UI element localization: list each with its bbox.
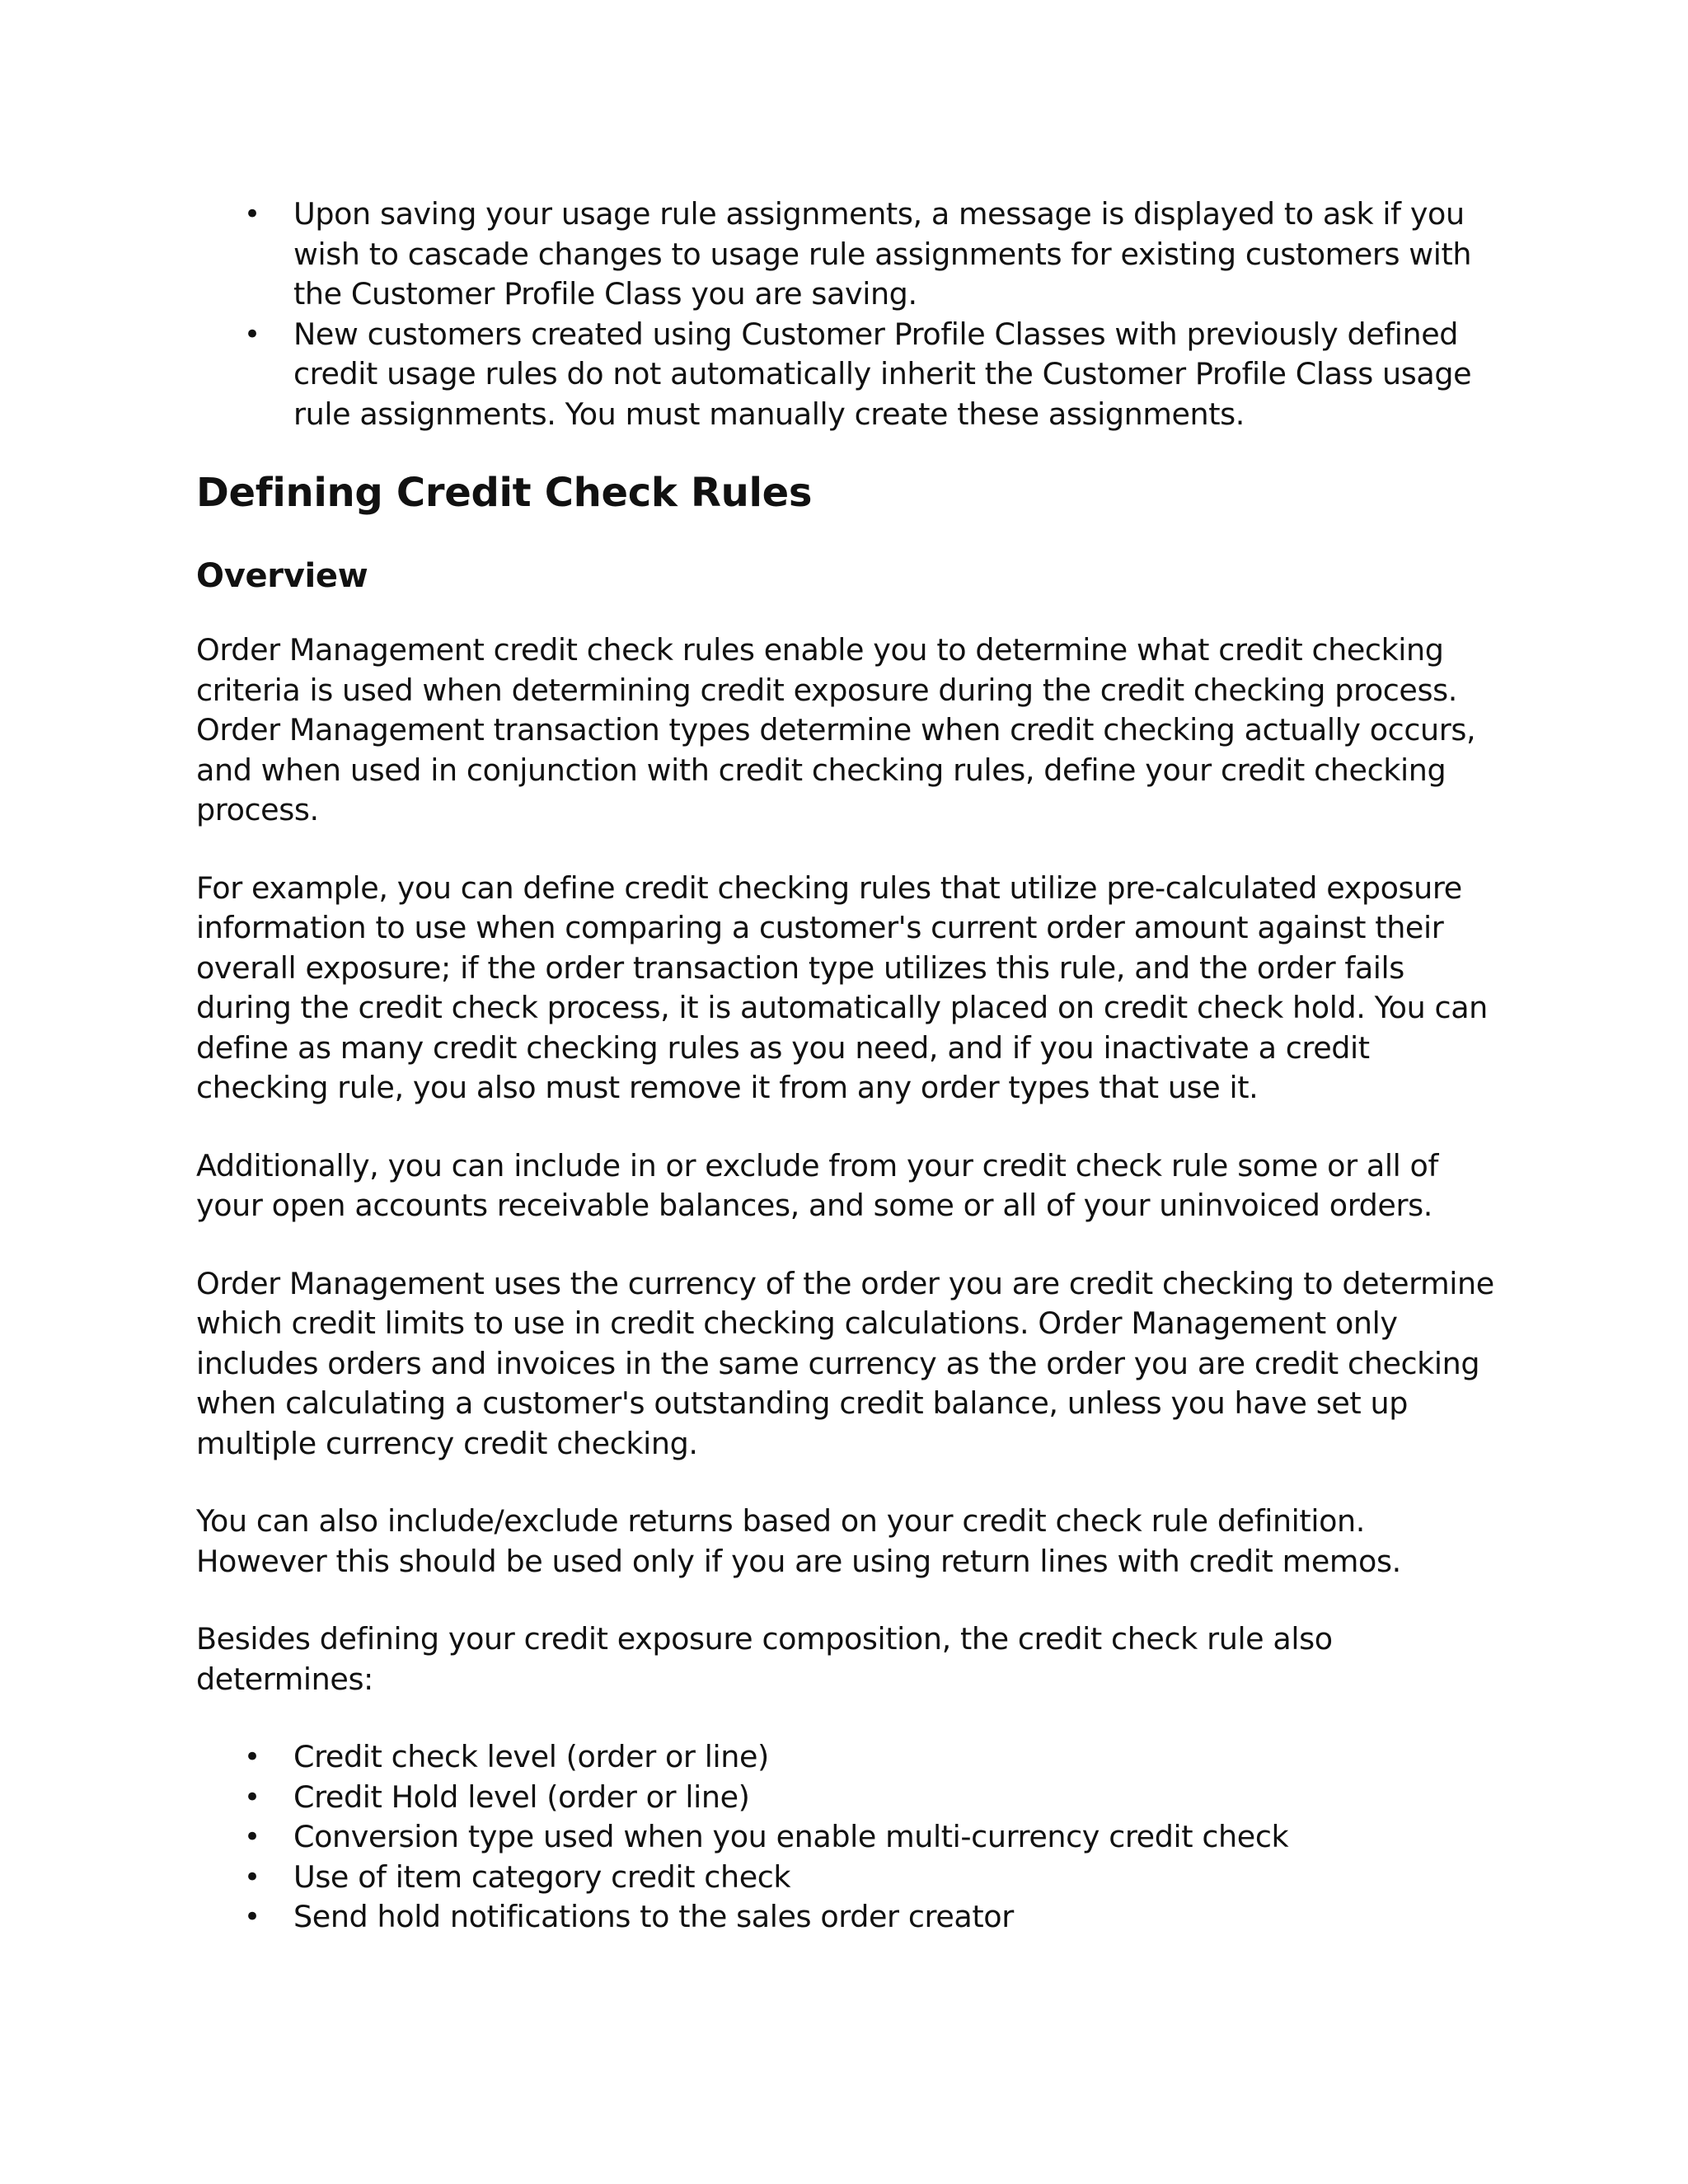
section-title: Defining Credit Check Rules [196, 470, 813, 516]
paragraph: Order Management credit check rules enable you to determine what credit checking criteria is used when determining credit exposure during the credit checking process. Order Management transaction types determine when credit checking actually occurs, and when used in conjunction with credit checking rules, define your credit checking process. [196, 632, 1476, 827]
bottom-bullet-list [196, 1737, 1498, 1938]
paragraph: For example, you can define credit checking rules that utilize pre-calculated exposure information to use when comparing a customer's current order amount against their overall exposure; if the order transaction type utilizes this rule, and the order fails during the credit check process, it is automatically placed on credit check hold. You can define as many credit checking rules as you need, and if you inactivate a credit checking rule, you also must remove it from any order types that use it. [196, 869, 1488, 1105]
paragraph: Additionally, you can include in or exclude from your credit check rule some or all of your open accounts receivable balances, and some or all of your uninvoiced orders. [196, 1147, 1438, 1223]
list-item: • Send hold notifications to the sales order creator [196, 1897, 1498, 1938]
list-item: • Upon saving your usage rule assignments, a message is displayed to ask if you wish to cascade changes to usage rule assignments for existing customers with the Customer Profile Class you are saving. [196, 194, 1498, 315]
list-item: • Use of item category credit check [196, 1858, 1498, 1898]
list-item: • Conversion type used when you enable multi-currency credit check [196, 1817, 1498, 1858]
paragraph: Order Management uses the currency of the order you are credit checking to determine which credit limits to use in credit checking calculations. Order Management only includes orders and invoices in the same currency as the order you are credit checking when calculating a customer's outstanding credit balance, unless you have set up multiple currency credit checking. [196, 1265, 1494, 1461]
document-page [196, 194, 1498, 1938]
subsection-title: Overview [196, 557, 368, 595]
list-item: • Credit check level (order or line) [196, 1737, 1498, 1778]
paragraph: You can also include/exclude returns based on your credit check rule definition. However this should be used only if you are using return lines with credit memos. [196, 1503, 1401, 1579]
top-bullet-list [196, 194, 1498, 434]
list-item: • Credit Hold level (order or line) [196, 1778, 1498, 1818]
paragraph: Besides defining your credit exposure composition, the credit check rule also determines: [196, 1621, 1333, 1697]
list-item: • New customers created using Customer Profile Classes with previously defined credit usage rules do not automatically inherit the Customer Profile Class usage rule assignments. You must manually create these assignments. [196, 315, 1498, 435]
